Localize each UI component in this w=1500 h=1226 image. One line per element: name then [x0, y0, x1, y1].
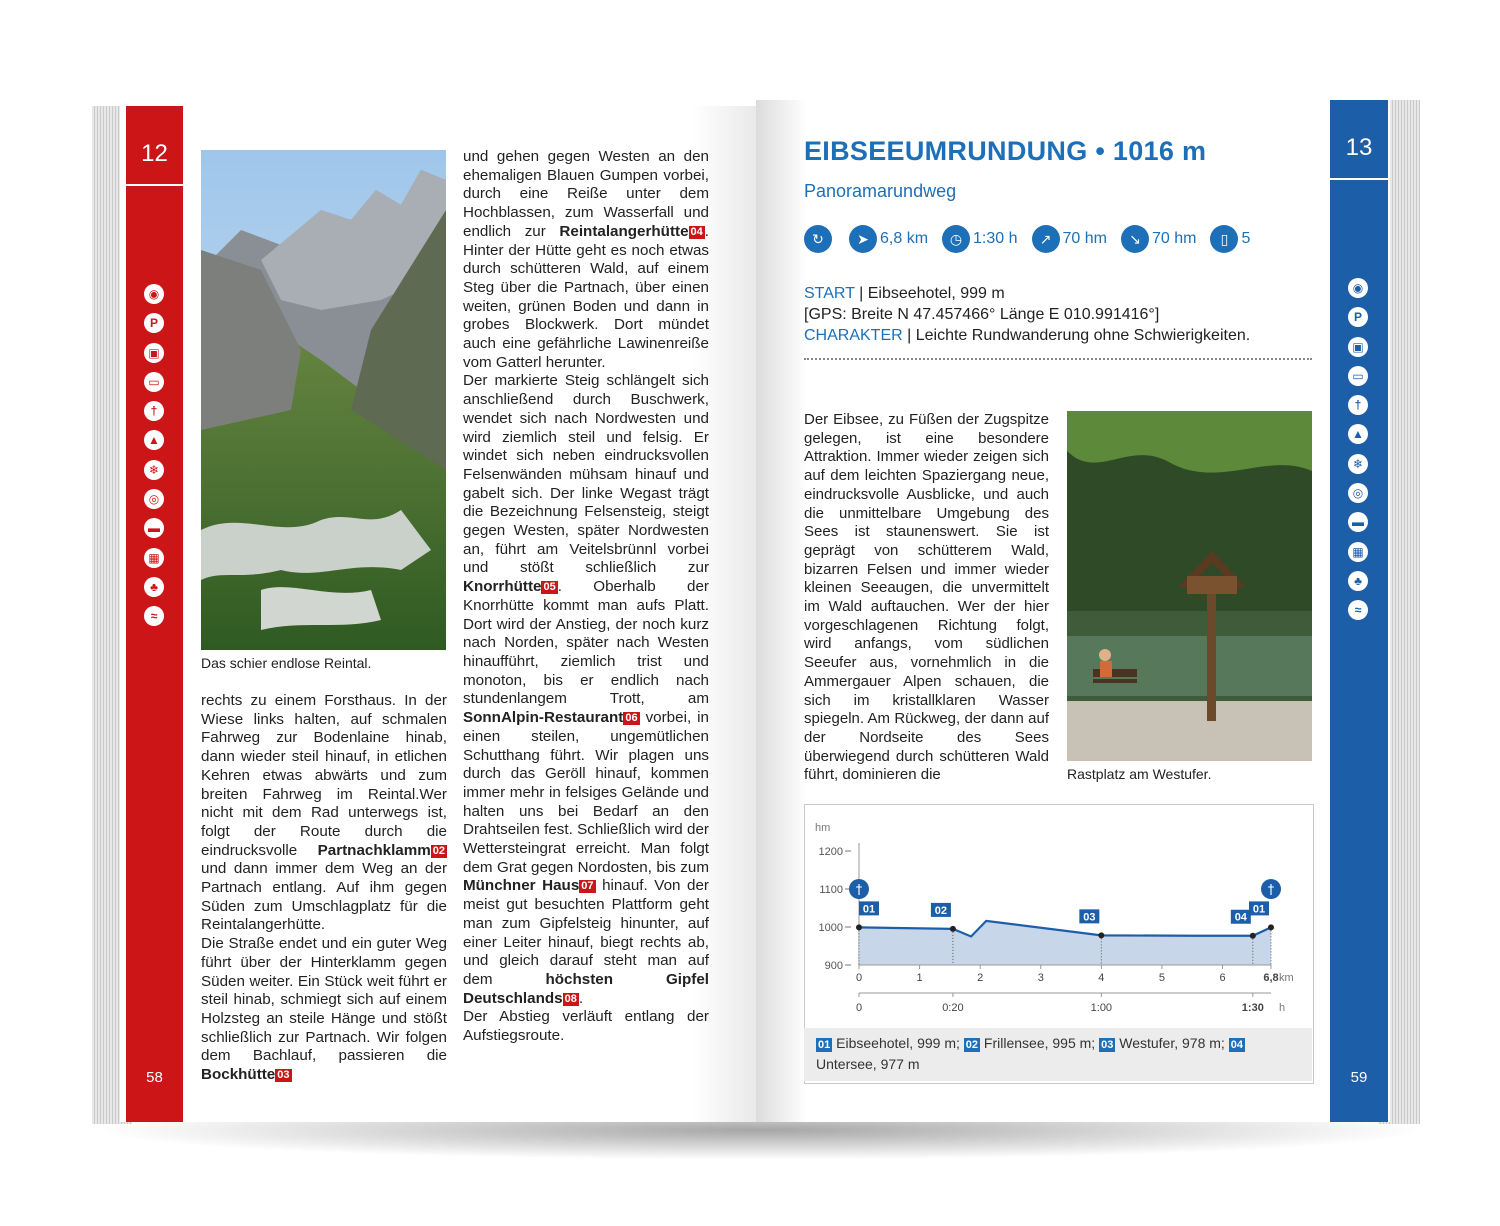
descent-icon: ↘ — [1121, 225, 1149, 253]
chapter-tab-right — [1330, 100, 1388, 1122]
x-tick-label: 1 — [916, 972, 923, 984]
swim-icon: ≈ — [144, 606, 164, 626]
y-axis-label: hm — [815, 822, 831, 834]
route-description: Der Eibsee, zu Füßen der Zugspitze gelegen, ist eine besondere Attraktion. Immer wieder zeigen sich auf dem leichten Spaziergang neue, eindrucksvolle Ausblicke, und auch die unmittelbare Umgebung des Sees ist staunenswert. Sie ist geprägt von schütterem Wald, bizarren Felsen und immer wieder kleinen Seeaugen, die unvermittelt im Wald auftauchen. Wer der hier vorgeschlagenen Richtung folgt, wird anfangs, vom südlichen Seeufer aus, vornehmlich in die Ammergauer Alpen schauen, die sich im kristallklaren Wasser spiegeln. Am Rückweg, der dann auf der Nordseite des Sees überwiegend durch schütteren Wald führt, dominieren die — [804, 411, 1049, 784]
waypoint-badge: 03 — [277, 1069, 290, 1082]
x-tick-label: 0 — [855, 972, 863, 984]
y-tick-label: 1200 — [818, 846, 843, 858]
elevation-chart — [805, 805, 1313, 1031]
stat-item — [849, 225, 928, 253]
start-label: START — [804, 285, 855, 302]
chapter-number: 13 — [1345, 134, 1373, 161]
route-stats — [804, 225, 1264, 253]
paragraph-text: rechts zu einem Forsthaus. In der Wiese links halten, auf schmalen Fahrweg zur Bodenlaine hinab, dann wieder steil hinauf, in etlichen Kehren etwas abwärts und zum breiten Fahrweg im Reintal. — [201, 692, 447, 803]
legend-badge: 03 — [1101, 1039, 1114, 1051]
legend-text: Frillensee, 995 m; — [980, 1035, 1100, 1051]
text-column-2 — [463, 148, 709, 1046]
bold-place-name: SonnAlpin-Restaurant — [463, 709, 624, 727]
waypoint-dot — [1250, 933, 1256, 939]
stat-value: 5 — [1241, 230, 1251, 247]
route-subtitle: Panoramarundweg — [804, 181, 957, 201]
x-tick-label: 5 — [1158, 972, 1166, 984]
restaurant-marker-glyph: † — [1267, 883, 1275, 898]
legend-text: Untersee, 977 m — [816, 1056, 920, 1072]
waypoint-badge: 02 — [432, 844, 445, 857]
clock-icon: ◷ — [942, 225, 970, 253]
tree-icon: ♣ — [144, 577, 164, 597]
loop-icon: ↻ — [804, 225, 832, 253]
charakter-label: CHARAKTER — [804, 327, 903, 344]
x-unit-km: km — [1279, 972, 1294, 984]
restaurant-icon: † — [1348, 395, 1368, 415]
start-value: Eibseehotel, 999 m — [867, 285, 1005, 302]
chapter-tab-left — [126, 106, 183, 1122]
waypoint-badge: 06 — [625, 712, 638, 725]
legend-badge: 04 — [1230, 1039, 1243, 1051]
signpost-icon: ➤ — [849, 225, 877, 253]
legend-text: Westufer, 978 m; — [1115, 1035, 1229, 1051]
parking-icon: P — [144, 313, 164, 333]
swim-icon: ≈ — [1348, 600, 1368, 620]
waypoint-label: 02 — [934, 904, 948, 917]
snowflake-icon: ❄ — [1348, 454, 1368, 474]
charakter-value: Leichte Rundwanderung ohne Schwierigkeiten. — [915, 327, 1251, 344]
waypoint-dot — [1268, 924, 1274, 930]
waypoint-badge: 04 — [690, 225, 703, 238]
y-tick-label: 900 — [824, 960, 843, 972]
x-tick-label: 3 — [1037, 972, 1044, 984]
tab-icon-list — [1348, 278, 1370, 630]
gps-coordinates: [GPS: Breite N 47.457466° Länge E 010.991416°] — [804, 306, 1160, 323]
photo-caption: Rastplatz am Westufer. — [1067, 766, 1212, 782]
dotted-divider — [804, 358, 1312, 360]
x-unit-time: h — [1279, 1002, 1286, 1014]
stat-item — [1032, 225, 1107, 253]
tab-icon-list — [144, 284, 166, 636]
legend-text: Eibseehotel, 999 m; — [832, 1035, 964, 1051]
bold-place-name: Reintalangerhütte — [559, 222, 689, 240]
paragraph-text: Die Straße endet und ein guter Weg führt über der Hinterklamm gegen Süden weiter. Ein Stück weit führt er steil hinab, schmiegt sich auf einem Holzsteg an steile Hänge und stößt schließlich zur Partnach. Wir folgen dem Bachlauf, passieren die — [201, 935, 447, 1065]
tab-divider — [126, 184, 183, 186]
bold-place-name: höchsten Gipfel Deutschlands — [463, 970, 709, 1007]
bold-place-name: Knorrhütte — [463, 578, 542, 596]
bold-place-name: Bockhütte — [201, 1066, 276, 1084]
bed-icon: ▬ — [1348, 512, 1368, 532]
map-icon: ▯ — [1210, 225, 1238, 253]
stat-item — [804, 225, 835, 253]
museum-icon: ▦ — [1348, 542, 1368, 562]
legend-badge: 01 — [818, 1039, 831, 1051]
bold-place-name: Münchner Haus — [463, 877, 580, 895]
x-tick-label: 6,8 — [1263, 972, 1279, 984]
tab-divider — [1330, 178, 1388, 180]
y-tick-label: 1100 — [819, 884, 843, 896]
tree-icon: ♣ — [1348, 571, 1368, 591]
paragraph-text: . Hinter der Hütte geht es noch etwas durch schütteren Wald, auf einem Steg über die Partnach, über einen weiten, grünen Boden und dann in grobes Blockwerk. Dort mündet auch eine gefährliche Lawinenreiße vom Gatterl herunter. — [463, 222, 709, 371]
waypoint-badge: 08 — [564, 992, 577, 1005]
paragraph-text: und dann immer dem Weg an der Partnach entlang. Auf ihm gegen Süden zum Umschlagplatz für die Reintalangerhütte. — [201, 860, 447, 934]
stat-item — [942, 225, 1017, 253]
bus-icon: ▣ — [144, 343, 164, 363]
page-number: 58 — [146, 1069, 163, 1086]
snowflake-icon: ❄ — [144, 460, 164, 480]
museum-icon: ▦ — [144, 548, 164, 568]
reintal-photo — [201, 150, 446, 650]
paragraph-text: Wer nicht mit dem Rad unterwegs ist, folgt der Route durch die eindrucksvolle — [201, 785, 447, 859]
paragraph-text: hinauf. Von der meist gut besuchten Plattform geht man zum Gipfelsteig hinunter, auf einer Leiter hinauf, biegt rechts ab, und gleich darauf steht man auf dem — [463, 877, 709, 988]
waypoint-badge: 07 — [581, 880, 594, 893]
hut-icon: ▲ — [144, 430, 164, 450]
chapter-number: 12 — [141, 140, 168, 167]
waypoint-dot — [856, 924, 862, 930]
stat-value: 6,8 km — [880, 230, 929, 247]
stat-value: 1:30 h — [973, 230, 1018, 247]
bear-icon: ◉ — [1348, 278, 1368, 298]
stat-value: 70 hm — [1062, 230, 1107, 247]
route-info: START | Eibseehotel, 999 m [GPS: Breite N 47.457466° Länge E 010.991416°] CHARAKTER | Leichte Rundwanderung ohne Schwierigkeiten. — [804, 285, 1251, 344]
waypoint-label: 04 — [1234, 911, 1247, 924]
eibsee-photo — [1067, 411, 1312, 761]
waypoint-badge: 05 — [543, 581, 556, 594]
cable-car-icon: ▭ — [144, 372, 164, 392]
paragraph-text: vorbei, in einen steilen, ungemütlichen Schutthang führt. Wir plagen uns durch das Geröll hinauf, kommen immer mehr in felsiges Gelände und halten uns bei Bedarf an den Drahtseilen fest. Schließlich wird der Wettersteingrat erreicht. Man folgt dem Grat gegen Nordosten, bis zum — [463, 709, 709, 876]
x-tick-label: 2 — [977, 972, 984, 984]
waypoint-label: 01 — [862, 903, 876, 916]
paragraph-text: Der Abstieg verläuft entlang der Aufstiegsroute. — [463, 1008, 709, 1045]
bear-icon: ◉ — [144, 284, 164, 304]
waypoint-label: 03 — [1083, 911, 1096, 924]
bed-icon: ▬ — [144, 518, 164, 538]
paragraph-text: und gehen gegen Westen an den ehemaligen Blauen Gumpen vorbei, durch eine Reiße unter dem Hochblassen, zum Wasserfall und endlich zur — [463, 148, 709, 240]
bus-icon: ▣ — [1348, 337, 1368, 357]
hut-icon: ▲ — [1348, 424, 1368, 444]
time-tick-label: 1:00 — [1090, 1002, 1113, 1014]
x-tick-label: 6 — [1219, 972, 1226, 984]
time-tick-label: 1:30 — [1241, 1002, 1264, 1014]
parking-icon: P — [1348, 307, 1368, 327]
waypoint-dot — [950, 926, 956, 932]
x-tick-label: 4 — [1098, 972, 1105, 984]
bold-place-name: Partnachklamm — [317, 841, 431, 859]
stat-item — [1121, 225, 1196, 253]
text-column-1 — [201, 692, 447, 1085]
bicycle-icon: ◎ — [1348, 483, 1368, 503]
waypoint-label: 01 — [1252, 903, 1266, 916]
cable-car-icon: ▭ — [1348, 366, 1368, 386]
stat-value: 70 hm — [1151, 230, 1197, 247]
waypoint-legend — [804, 1028, 1312, 1081]
ascent-icon: ↗ — [1032, 225, 1060, 253]
stat-item — [1210, 225, 1250, 253]
waypoint-dot — [1098, 932, 1104, 938]
paragraph-text: . — [578, 989, 584, 1007]
restaurant-icon: † — [144, 401, 164, 421]
paragraph-text: Der markierte Steig schlängelt sich anschließend durch Buschwerk, wendet sich nach Nordwesten und wird ziemlich steil und felsig. Er windet sich neben eindrucksvollen Felsenwänden mühsam hinauf und gabelt sich. Der linke Wegast trägt die Bezeichnung Felsensteig, steigt gegen Westen, später Nordwesten an, führt am Veitelsbrünnl vorbei und stößt schließlich zur — [463, 372, 709, 577]
route-title: EIBSEEUMRUNDUNG • 1016 m — [804, 136, 1207, 166]
photo-caption: Das schier endlose Reintal. — [201, 655, 372, 671]
legend-badge: 02 — [965, 1039, 979, 1051]
y-tick-label: 1000 — [818, 922, 843, 934]
time-tick-label: 0 — [855, 1002, 863, 1014]
restaurant-marker-glyph: † — [855, 883, 863, 898]
time-tick-label: 0:20 — [942, 1002, 964, 1014]
paragraph-text: . Oberhalb der Knorrhütte kommt man aufs Platt. Dort wird der Anstieg, der noch kurz nach Norden, später nach Westen hinaufführt, ziemlich trist und monoton, bis er endlich nach stundenlangem Trott, am — [463, 578, 709, 708]
bicycle-icon: ◎ — [144, 489, 164, 509]
page-number: 59 — [1350, 1069, 1368, 1086]
